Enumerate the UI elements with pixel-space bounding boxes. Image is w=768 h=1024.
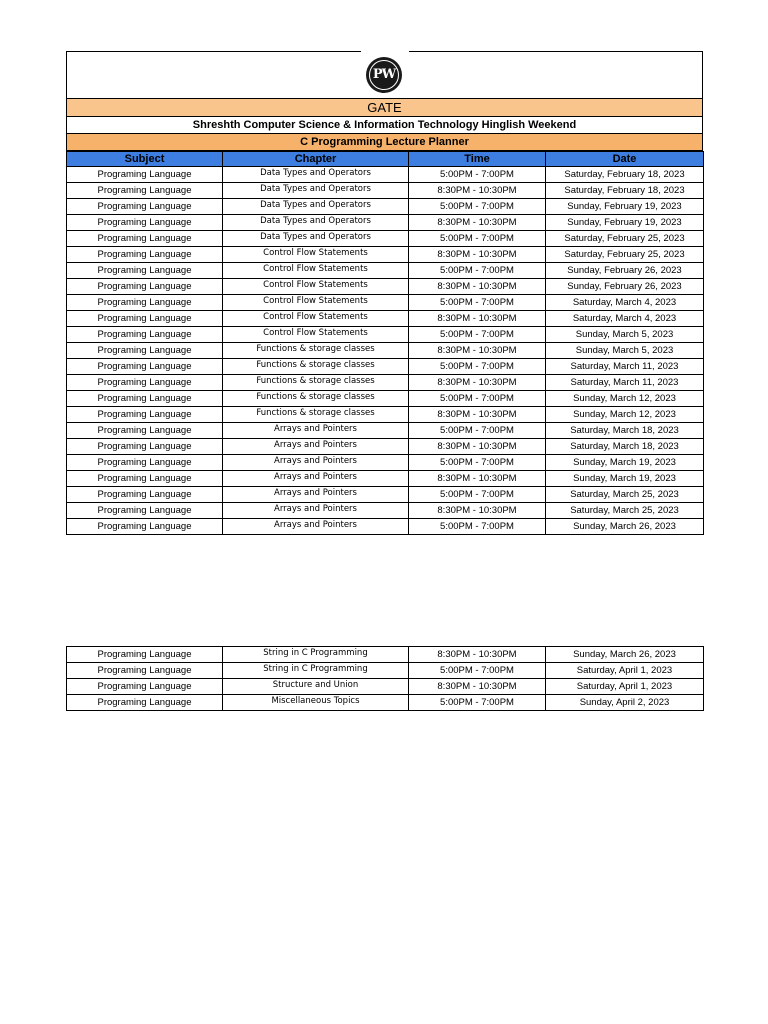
table-row [67, 679, 704, 695]
cell-time: 8:30PM - 10:30PM [409, 183, 546, 199]
table-row [67, 439, 704, 455]
table-row [67, 343, 704, 359]
page-title: GATE [66, 98, 703, 117]
table-row [67, 295, 704, 311]
cell-subject: Programing Language [67, 375, 223, 391]
table-row [67, 311, 704, 327]
cell-subject: Programing Language [67, 487, 223, 503]
cell-date: Sunday, March 19, 2023 [546, 455, 704, 471]
cell-time: 5:00PM - 7:00PM [409, 423, 546, 439]
cell-time: 8:30PM - 10:30PM [409, 247, 546, 263]
column-header-time: Time [409, 152, 546, 167]
cell-time: 8:30PM - 10:30PM [409, 311, 546, 327]
cell-date: Sunday, February 19, 2023 [546, 215, 704, 231]
cell-subject: Programing Language [67, 647, 223, 663]
cell-time: 8:30PM - 10:30PM [409, 215, 546, 231]
cell-subject: Programing Language [67, 247, 223, 263]
cell-chapter: Functions & storage classes [223, 391, 409, 407]
cell-time: 5:00PM - 7:00PM [409, 199, 546, 215]
cell-date: Saturday, February 18, 2023 [546, 167, 704, 183]
table-row [67, 663, 704, 679]
cell-subject: Programing Language [67, 455, 223, 471]
cell-time: 5:00PM - 7:00PM [409, 519, 546, 535]
cell-chapter: String in C Programming [223, 647, 409, 663]
cell-date: Sunday, March 26, 2023 [546, 519, 704, 535]
cell-date: Saturday, March 4, 2023 [546, 295, 704, 311]
table-row [67, 359, 704, 375]
course-subtitle: Shreshth Computer Science & Information Technology Hinglish Weekend [66, 117, 703, 134]
lecture-planner-sheet [66, 51, 703, 535]
table-row [67, 183, 704, 199]
cell-chapter: Control Flow Statements [223, 279, 409, 295]
column-header-chapter: Chapter [223, 152, 409, 167]
cell-time: 5:00PM - 7:00PM [409, 455, 546, 471]
cell-chapter: Arrays and Pointers [223, 519, 409, 535]
cell-subject: Programing Language [67, 519, 223, 535]
cell-date: Saturday, March 25, 2023 [546, 503, 704, 519]
table-row [67, 503, 704, 519]
cell-subject: Programing Language [67, 199, 223, 215]
cell-date: Saturday, March 4, 2023 [546, 311, 704, 327]
cell-date: Saturday, March 25, 2023 [546, 487, 704, 503]
cell-time: 8:30PM - 10:30PM [409, 439, 546, 455]
cell-chapter: Functions & storage classes [223, 407, 409, 423]
cell-date: Sunday, April 2, 2023 [546, 695, 704, 711]
cell-date: Saturday, February 25, 2023 [546, 247, 704, 263]
cell-subject: Programing Language [67, 167, 223, 183]
cell-time: 8:30PM - 10:30PM [409, 407, 546, 423]
cell-chapter: Miscellaneous Topics [223, 695, 409, 711]
table-row [67, 375, 704, 391]
cell-subject: Programing Language [67, 327, 223, 343]
logo-area [66, 51, 703, 98]
table-row [67, 647, 704, 663]
schedule-table-continued [66, 646, 704, 711]
table-row [67, 327, 704, 343]
cell-chapter: Arrays and Pointers [223, 455, 409, 471]
cell-subject: Programing Language [67, 359, 223, 375]
cell-subject: Programing Language [67, 503, 223, 519]
cell-time: 8:30PM - 10:30PM [409, 647, 546, 663]
schedule-body [67, 167, 704, 535]
cell-subject: Programing Language [67, 215, 223, 231]
cell-date: Sunday, March 19, 2023 [546, 471, 704, 487]
cell-subject: Programing Language [67, 471, 223, 487]
cell-subject: Programing Language [67, 663, 223, 679]
table-row [67, 455, 704, 471]
cell-time: 5:00PM - 7:00PM [409, 263, 546, 279]
pw-logo-icon [366, 57, 402, 93]
cell-date: Saturday, March 11, 2023 [546, 375, 704, 391]
cell-subject: Programing Language [67, 695, 223, 711]
cell-time: 8:30PM - 10:30PM [409, 375, 546, 391]
cell-subject: Programing Language [67, 439, 223, 455]
cell-time: 8:30PM - 10:30PM [409, 343, 546, 359]
cell-subject: Programing Language [67, 407, 223, 423]
table-row [67, 407, 704, 423]
cell-date: Sunday, March 26, 2023 [546, 647, 704, 663]
cell-time: 5:00PM - 7:00PM [409, 327, 546, 343]
cell-time: 5:00PM - 7:00PM [409, 295, 546, 311]
cell-date: Saturday, February 25, 2023 [546, 231, 704, 247]
table-row [67, 471, 704, 487]
cell-chapter: Control Flow Statements [223, 263, 409, 279]
table-row [67, 199, 704, 215]
cell-time: 5:00PM - 7:00PM [409, 391, 546, 407]
cell-subject: Programing Language [67, 343, 223, 359]
cell-chapter: Data Types and Operators [223, 167, 409, 183]
cell-chapter: String in C Programming [223, 663, 409, 679]
schedule-body-continued [67, 647, 704, 711]
cell-date: Saturday, April 1, 2023 [546, 663, 704, 679]
cell-chapter: Functions & storage classes [223, 343, 409, 359]
cell-date: Saturday, April 1, 2023 [546, 679, 704, 695]
column-header-date: Date [546, 152, 704, 167]
cell-subject: Programing Language [67, 311, 223, 327]
cell-date: Sunday, February 26, 2023 [546, 263, 704, 279]
cell-chapter: Functions & storage classes [223, 359, 409, 375]
cell-chapter: Control Flow Statements [223, 311, 409, 327]
cell-date: Saturday, March 18, 2023 [546, 423, 704, 439]
cell-time: 5:00PM - 7:00PM [409, 663, 546, 679]
cell-date: Sunday, March 12, 2023 [546, 407, 704, 423]
table-header-row [67, 152, 704, 167]
cell-time: 8:30PM - 10:30PM [409, 279, 546, 295]
table-row [67, 423, 704, 439]
cell-chapter: Arrays and Pointers [223, 471, 409, 487]
cell-date: Saturday, March 11, 2023 [546, 359, 704, 375]
cell-time: 8:30PM - 10:30PM [409, 679, 546, 695]
cell-time: 5:00PM - 7:00PM [409, 359, 546, 375]
cell-chapter: Arrays and Pointers [223, 487, 409, 503]
column-header-subject: Subject [67, 152, 223, 167]
cell-date: Saturday, March 18, 2023 [546, 439, 704, 455]
cell-subject: Programing Language [67, 679, 223, 695]
cell-date: Sunday, March 12, 2023 [546, 391, 704, 407]
cell-subject: Programing Language [67, 263, 223, 279]
planner-title: C Programming Lecture Planner [66, 134, 703, 151]
table-row [67, 279, 704, 295]
cell-chapter: Control Flow Statements [223, 327, 409, 343]
cell-chapter: Arrays and Pointers [223, 423, 409, 439]
cell-date: Sunday, February 19, 2023 [546, 199, 704, 215]
cell-time: 8:30PM - 10:30PM [409, 503, 546, 519]
table-row [67, 263, 704, 279]
cell-subject: Programing Language [67, 295, 223, 311]
cell-date: Saturday, February 18, 2023 [546, 183, 704, 199]
cell-chapter: Control Flow Statements [223, 247, 409, 263]
cell-time: 5:00PM - 7:00PM [409, 487, 546, 503]
table-row [67, 391, 704, 407]
cell-time: 8:30PM - 10:30PM [409, 471, 546, 487]
cell-subject: Programing Language [67, 183, 223, 199]
cell-subject: Programing Language [67, 423, 223, 439]
cell-subject: Programing Language [67, 391, 223, 407]
cell-chapter: Data Types and Operators [223, 183, 409, 199]
cell-chapter: Structure and Union [223, 679, 409, 695]
table-row [67, 167, 704, 183]
cell-chapter: Arrays and Pointers [223, 439, 409, 455]
table-row [67, 247, 704, 263]
table-row [67, 487, 704, 503]
cell-chapter: Data Types and Operators [223, 199, 409, 215]
logo-text: PW [372, 67, 396, 82]
cell-time: 5:00PM - 7:00PM [409, 167, 546, 183]
table-row [67, 231, 704, 247]
cell-subject: Programing Language [67, 231, 223, 247]
cell-date: Sunday, March 5, 2023 [546, 343, 704, 359]
cell-chapter: Data Types and Operators [223, 231, 409, 247]
cell-date: Sunday, February 26, 2023 [546, 279, 704, 295]
table-row [67, 695, 704, 711]
table-row [67, 215, 704, 231]
lecture-planner-continued [66, 646, 703, 711]
cell-chapter: Arrays and Pointers [223, 503, 409, 519]
cell-chapter: Control Flow Statements [223, 295, 409, 311]
cell-chapter: Functions & storage classes [223, 375, 409, 391]
cell-subject: Programing Language [67, 279, 223, 295]
table-row [67, 519, 704, 535]
schedule-table [66, 151, 704, 535]
cell-chapter: Data Types and Operators [223, 215, 409, 231]
cell-time: 5:00PM - 7:00PM [409, 695, 546, 711]
cell-time: 5:00PM - 7:00PM [409, 231, 546, 247]
cell-date: Sunday, March 5, 2023 [546, 327, 704, 343]
